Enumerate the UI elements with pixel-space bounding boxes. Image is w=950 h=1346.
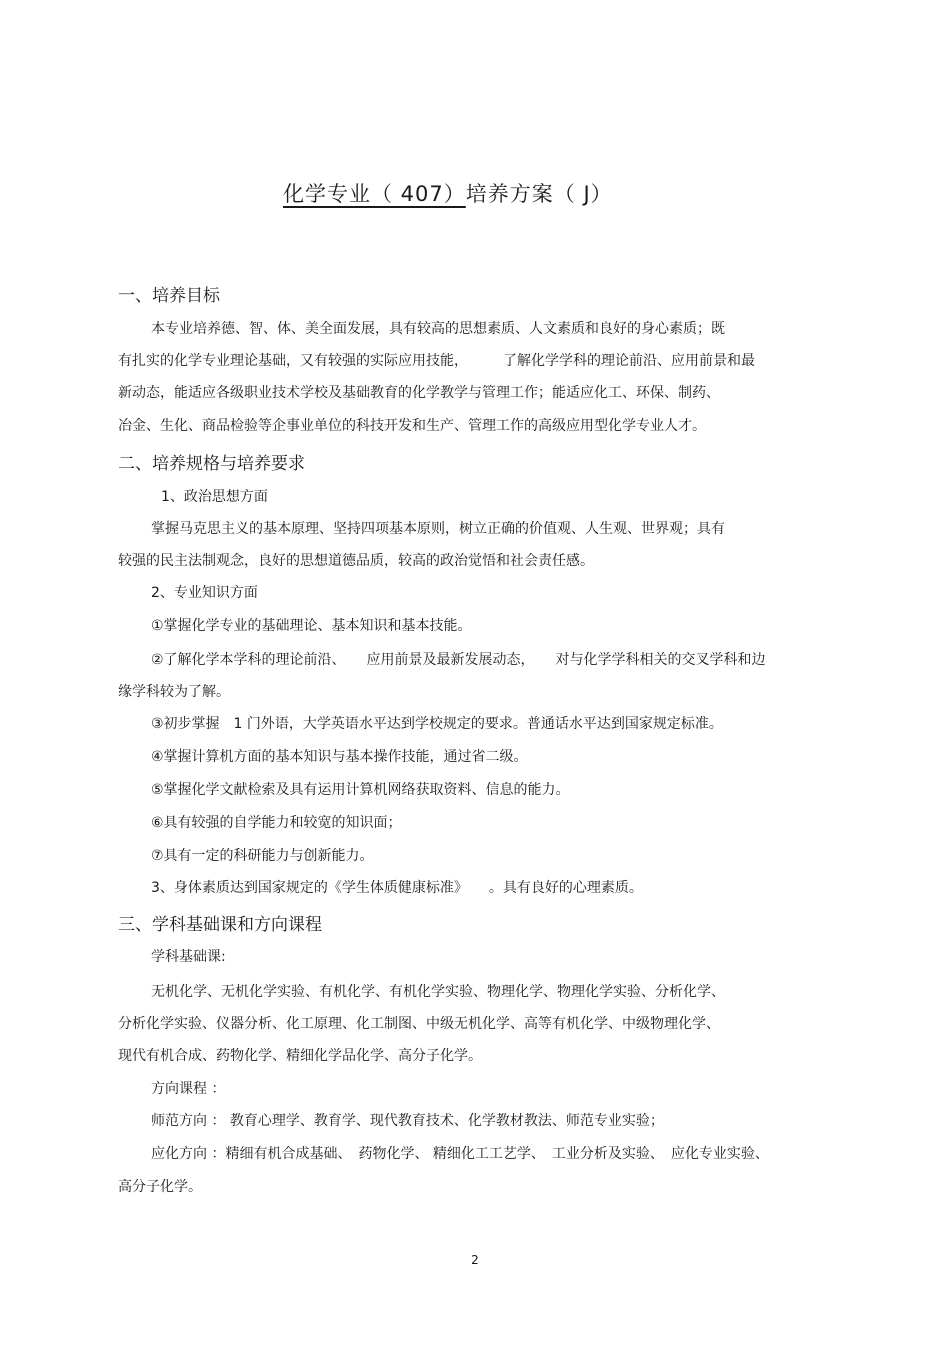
course-line: 应化方向 ：精细有机合成基础、 药物化学、 精细化工工艺学、 工业分析及实验、 应化专业实验、	[151, 1146, 769, 1162]
section-3-heading: 三、学科基础课和方向课程	[118, 915, 322, 935]
subheading: 3、身体素质达到国家规定的《学生体质健康标准》 。具有良好的心理素质。	[151, 880, 643, 896]
page-number: 2	[471, 1253, 479, 1267]
subheading: 2、专业知识方面	[151, 585, 258, 601]
course-line: 现代有机合成、药物化学、精细化学品化学、高分子化学。	[118, 1048, 482, 1064]
list-item: ②了解化学本学科的理论前沿、 应用前景及最新发展动态， 对与化学学科相关的交叉学科和边	[151, 652, 766, 668]
course-line: 师范方向 ： 教育心理学、教育学、现代教育技术、化学教材教法、师范专业实验；	[151, 1113, 664, 1129]
label: 方向课程 ：	[151, 1081, 226, 1097]
course-line: 高分子化学。	[118, 1179, 202, 1195]
paragraph-line: 掌握马克思主义的基本原理、坚持四项基本原则，树立正确的价值观、人生观、世界观；具有	[151, 521, 725, 537]
list-item: ⑤掌握化学文献检索及具有运用计算机网络获取资料、信息的能力。	[151, 782, 570, 798]
paragraph-line: 新动态，能适应各级职业技术学校及基础教育的化学教学与管理工作；能适应化工、环保、制药、	[118, 385, 720, 401]
course-line: 无机化学、无机化学实验、有机化学、有机化学实验、物理化学、物理化学实验、分析化学、	[151, 984, 725, 1000]
paragraph-line: 冶金、生化、商品检验等企事业单位的科技开发和生产、管理工作的高级应用型化学专业人才。	[118, 418, 706, 434]
page-title	[283, 178, 613, 208]
list-item: 缘学科较为了解。	[118, 684, 230, 700]
list-item: ⑦具有一定的科研能力与创新能力。	[151, 848, 374, 864]
list-item: ④掌握计算机方面的基本知识与基本操作技能，通过省二级。	[151, 749, 528, 765]
list-item: ③初步掌握 1 门外语，大学英语水平达到学校规定的要求。普通话水平达到国家规定标准。	[151, 716, 723, 732]
title-rest: 培养方案（ J）	[465, 182, 613, 206]
subheading: 1、政治思想方面	[161, 489, 268, 505]
paragraph-line: 本专业培养德、智、体、美全面发展，具有较高的思想素质、人文素质和良好的身心素质；既	[151, 321, 725, 337]
section-1-heading: 一、培养目标	[118, 286, 220, 306]
course-line: 分析化学实验、仪器分析、化工原理、化工制图、中级无机化学、高等有机化学、中级物理化学、	[118, 1016, 720, 1032]
list-item: ⑥具有较强的自学能力和较宽的知识面；	[151, 815, 402, 831]
label: 学科基础课:	[151, 949, 226, 965]
section-2-heading: 二、培养规格与培养要求	[118, 454, 305, 474]
title-underlined: 化学专业（ 407）	[283, 182, 466, 206]
paragraph-line: 有扎实的化学专业理论基础，又有较强的实际应用技能， 了解化学学科的理论前沿、应用前景和最	[118, 353, 755, 369]
paragraph-line: 较强的民主法制观念，良好的思想道德品质，较高的政治觉悟和社会责任感。	[118, 553, 594, 569]
list-item: ①掌握化学专业的基础理论、基本知识和基本技能。	[151, 618, 472, 634]
